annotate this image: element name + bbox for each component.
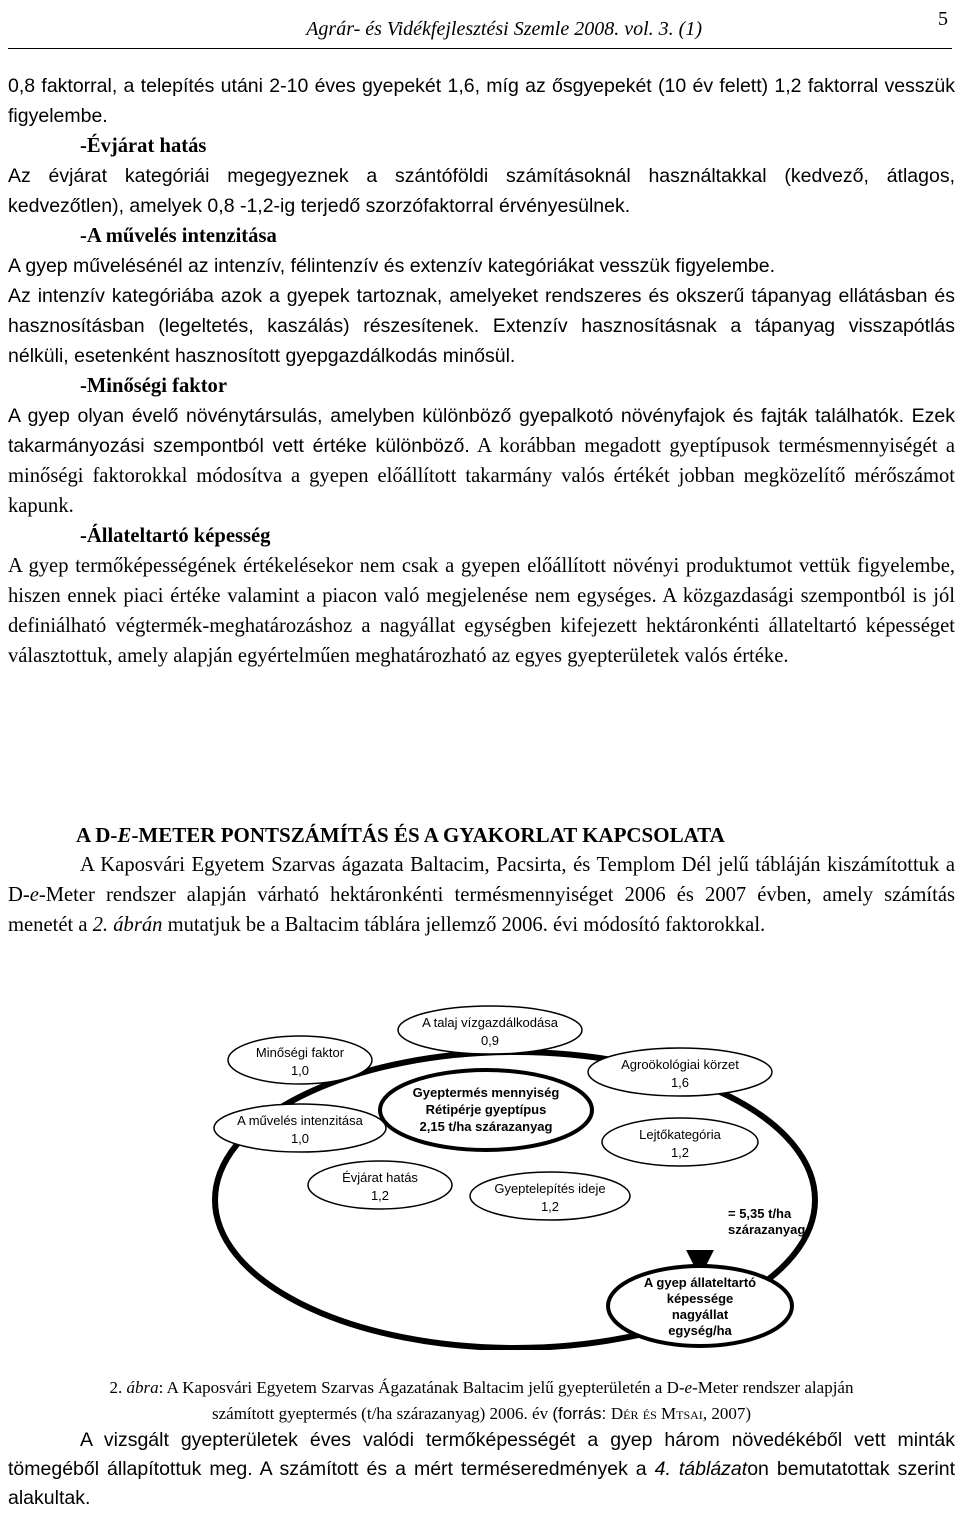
final-text-a: A vizsgált gyepterületek éves valódi termőképességét a gyep három növedékéből vett minták tömegéből állapítottuk meg. A számított és a mért terméseredmények a: [8, 1429, 955, 1480]
factor-lejtokategoria: [602, 1118, 758, 1166]
center-line-1: Gyeptermés mennyiség: [412, 1085, 560, 1100]
factor-label: Lejtőkategória: [639, 1127, 721, 1142]
heading-allat: -Állateltartó képesség: [80, 525, 271, 547]
bottom-node: [608, 1266, 792, 1346]
paragraph-evjarat: Az évjárat kategóriái megegyeznek a szántóföldi számításoknál használtakkal (kedvező, átlagos, kedvezőtlen), amelyek 0,8 -1,2-ig terjedő szorzófaktorral érvényesülnek.: [8, 165, 955, 217]
paragraph-muveles-1: A gyep művelésénél az intenzív, félintenzív és extenzív kategóriákat vesszük figyelembe.: [8, 255, 776, 277]
factor-value: 0,9: [480, 1033, 500, 1048]
factor-evjarat: [308, 1161, 452, 1209]
factor-value: 1,6: [670, 1075, 690, 1090]
running-header: [8, 8, 952, 49]
section-p-e: e: [29, 884, 39, 906]
figure-caption: [8, 1375, 955, 1427]
caption-abra: ábra: [126, 1378, 159, 1397]
factor-label: Évjárat hatás: [342, 1170, 418, 1185]
factor-label: Agroökológiai körzet: [621, 1057, 739, 1072]
factor-value: 1,2: [370, 1188, 390, 1203]
paragraph-continuation: 0,8 faktorral, a telepítés utáni 2-10 éves gyepekét 1,6, míg az ősgyepekét (10 év felett) 1,2 faktorral vesszük figyelembe.: [8, 75, 955, 127]
caption-line2-text: számított gyeptermés (t/ha szárazanyag) 2006. év: [212, 1404, 553, 1423]
factor-value: 1,0: [290, 1131, 310, 1146]
final-paragraph-text: [8, 1426, 955, 1513]
caption-line-2: [8, 1401, 955, 1427]
final-paragraph: [8, 1426, 955, 1513]
section-title-e: E: [117, 823, 132, 847]
section-title-pre: A D-: [76, 823, 118, 847]
bottom-line-3: nagyállat: [671, 1307, 729, 1322]
paragraph-allat: A gyep termőképességének értékelésekor nem csak a gyepen előállított növényi produktumot vettük figyelembe, hiszen ennek piaci értéke valamint a piacon való megjelenése nem egységes. A közgazdasági szempontból is jól definiálható végtermék-meghatározáshoz a nagyállat egységben kifejezett hektáronkénti állateltartó képességet választottuk, amely alapján egyértelműen meghatározható az egyes gyepterületek valós értéke.: [8, 555, 955, 667]
factor-gyeptelepites: [470, 1172, 630, 1220]
heading-minosegi: -Minőségi faktor: [80, 375, 227, 397]
caption-text-b: -Meter rendszer alapján: [692, 1378, 854, 1397]
factor-muveles: [214, 1104, 386, 1152]
result-line-1: = 5,35 t/ha: [728, 1206, 792, 1221]
center-line-3: 2,15 t/ha szárazanyag: [419, 1119, 553, 1134]
journal-title: Agrár- és Vidékfejlesztési Szemle 2008. vol. 3. (1): [306, 18, 702, 40]
section-title-post: -METER PONTSZÁMÍTÁS ÉS A GYAKORLAT KAPCSOLATA: [131, 823, 725, 847]
factor-label: Minőségi faktor: [255, 1045, 345, 1060]
caption-source-authors: Dér és Mtsai: [610, 1404, 703, 1423]
factor-minosegi: [228, 1036, 372, 1084]
factor-agrookologiai: [588, 1048, 772, 1096]
paragraph-minosegi-b: A korábban megadott gyeptípusok termésmennyiségét a minőségi faktorokkal módosítva a gyepen előállított takarmány valós értékét jobban megközelítő mérőszámot kapunk.: [8, 435, 955, 517]
final-text-b: on bemutatottak szerint alakultak.: [8, 1458, 955, 1509]
section-p-c: mutatjuk be a Baltacim táblára jellemző 2006. évi módosító faktorokkal.: [162, 914, 766, 936]
heading-evjarat: -Évjárat hatás: [80, 135, 207, 157]
paragraph-minosegi: [8, 401, 955, 521]
dmeter-diagram: [180, 1000, 840, 1350]
bottom-line-1: A gyep állateltartó: [643, 1275, 757, 1290]
bottom-line-4: egység/ha: [668, 1323, 732, 1338]
factor-label: A művelés intenzitása: [237, 1113, 363, 1128]
factor-label: A talaj vízgazdálkodása: [422, 1015, 558, 1030]
factor-value: 1,0: [290, 1063, 310, 1078]
caption-e: e: [684, 1378, 693, 1397]
caption-text-a: A Kaposvári Egyetem Szarvas Ágazatának Baltacim jelű gyepterületén a D-: [163, 1378, 685, 1397]
result-line-2: szárazanyag: [728, 1222, 806, 1237]
body-top: [8, 71, 955, 671]
page-number: 5: [938, 8, 948, 30]
factor-value: 1,2: [540, 1199, 560, 1214]
table-reference: 4. táblázat: [654, 1458, 748, 1480]
section-title: [8, 820, 955, 850]
caption-line-1: [8, 1375, 955, 1401]
factor-talaj: [398, 1006, 582, 1054]
center-node: [380, 1070, 592, 1150]
center-line-2: Rétipérje gyeptípus: [425, 1102, 547, 1117]
caption-number: 2.: [109, 1378, 123, 1397]
figure-reference: 2. ábrán: [92, 914, 163, 936]
factor-value: 1,2: [670, 1145, 690, 1160]
factor-label: Gyeptelepítés ideje: [494, 1181, 606, 1196]
bottom-line-2: képessége: [666, 1291, 734, 1306]
section-p-a: A Kaposvári Egyetem Szarvas ágazata Baltacim, Pacsirta, és Templom Dél jelű tábláján kiszámítottuk a D-: [8, 854, 955, 906]
paragraph-muveles-2: Az intenzív kategóriába azok a gyepek tartoznak, amelyeket rendszeres és okszerű tápanyag ellátásban és hasznosításban (legeltetés, kaszálás) részesítenek. Extenzív hasznosításnak a tápanyag visszapótlás nélküli, esetenként hasznosított gyepgazdálkodás minősül.: [8, 285, 955, 367]
caption-source-open: (forrás:: [552, 1404, 611, 1423]
caption-colon: :: [158, 1378, 164, 1397]
caption-source-close: , 2007): [702, 1404, 751, 1423]
section-paragraph: [8, 850, 955, 940]
section-p-b: -Meter rendszer alapján várható hektáronkénti termésmennyiséget 2006 és 2007 évben, amely számítás menetét a: [8, 884, 955, 936]
heading-muveles: -A művelés intenzitása: [80, 225, 277, 247]
section-body: [8, 820, 955, 940]
paragraph-minosegi-a: A gyep olyan évelő növénytársulás, amelyben különböző gyepalkotó növényfajok és fajták találhatók. Ezek takarmányozási szempontból vett értéke különböző.: [8, 405, 955, 457]
